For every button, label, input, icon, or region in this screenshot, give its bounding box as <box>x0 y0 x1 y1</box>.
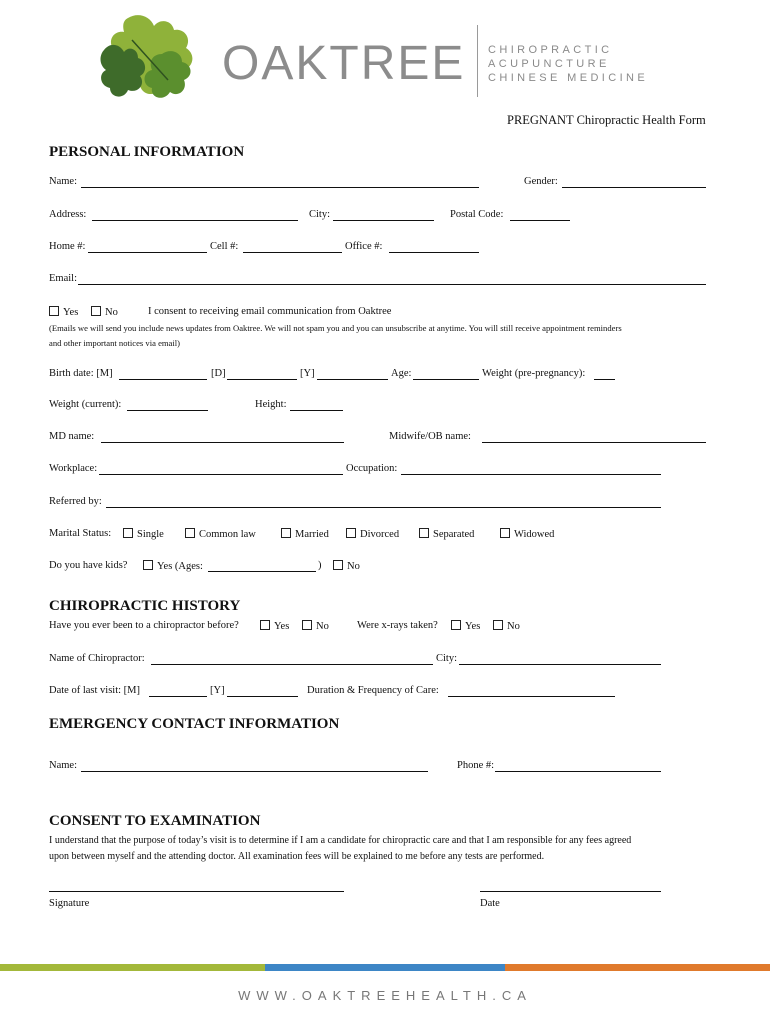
duration-field[interactable] <box>448 696 615 697</box>
email-consent-yes[interactable]: Yes <box>49 306 78 319</box>
tagline-line-3: CHINESE MEDICINE <box>488 72 649 84</box>
xrays-no[interactable]: No <box>493 620 520 633</box>
last-visit-year-label: [Y] <box>210 685 225 696</box>
cell-phone-field[interactable] <box>243 252 342 253</box>
section-personal-heading: PERSONAL INFORMATION <box>49 144 245 160</box>
cell-phone-label: Cell #: <box>210 241 239 252</box>
kids-yes[interactable]: Yes (Ages: <box>143 560 203 573</box>
checkbox-icon[interactable] <box>143 560 153 570</box>
checkbox-icon[interactable] <box>260 620 270 630</box>
md-name-field[interactable] <box>101 442 344 443</box>
email-field[interactable] <box>78 284 706 285</box>
marital-divorced[interactable]: Divorced <box>346 528 399 541</box>
section-emergency-heading: EMERGENCY CONTACT INFORMATION <box>49 716 340 732</box>
consent-text-line-2: upon between myself and the attending doctor. All examination fees will be explained to me before any tests are performed. <box>49 851 545 862</box>
height-field[interactable] <box>290 410 343 411</box>
footer-stripe-blue <box>265 964 505 971</box>
been-to-chiro-no[interactable]: No <box>302 620 329 633</box>
weight-current-field[interactable] <box>127 410 208 411</box>
address-label: Address: <box>49 209 87 220</box>
checkbox-icon[interactable] <box>493 620 503 630</box>
emergency-phone-label: Phone #: <box>457 760 495 771</box>
section-consent-heading: CONSENT TO EXAMINATION <box>49 813 261 829</box>
occupation-field[interactable] <box>401 474 661 475</box>
checkbox-icon[interactable] <box>281 528 291 538</box>
checkbox-icon[interactable] <box>451 620 461 630</box>
weight-pre-field[interactable] <box>594 379 615 380</box>
last-visit-year-field[interactable] <box>227 696 298 697</box>
emergency-name-field[interactable] <box>81 771 428 772</box>
checkbox-icon[interactable] <box>333 560 343 570</box>
marital-single[interactable]: Single <box>123 528 164 541</box>
section-chiro-heading: CHIROPRACTIC HISTORY <box>49 598 241 614</box>
xrays-label: Were x-rays taken? <box>357 620 438 631</box>
weight-pre-label: Weight (pre-pregnancy): <box>482 368 586 379</box>
been-to-chiro-yes[interactable]: Yes <box>260 620 289 633</box>
midwife-label: Midwife/OB name: <box>389 431 471 442</box>
birth-day-label: [D] <box>211 368 226 379</box>
brand-name: OAKTREE <box>222 37 466 90</box>
chiro-city-label: City: <box>436 653 458 664</box>
kids-ages-close: ) <box>318 560 322 571</box>
gender-field[interactable] <box>562 187 706 188</box>
checkbox-icon[interactable] <box>500 528 510 538</box>
address-field[interactable] <box>92 220 298 221</box>
checkbox-icon[interactable] <box>185 528 195 538</box>
kids-label: Do you have kids? <box>49 560 128 571</box>
name-field[interactable] <box>81 187 479 188</box>
office-phone-label: Office #: <box>345 241 383 252</box>
email-note-line-2: and other important notices via email) <box>49 338 181 348</box>
birth-month-field[interactable] <box>119 379 207 380</box>
marital-label: Marital Status: <box>49 528 112 539</box>
referred-field[interactable] <box>106 507 661 508</box>
weight-current-label: Weight (current): <box>49 399 122 410</box>
email-label: Email: <box>49 273 77 284</box>
age-field[interactable] <box>413 379 479 380</box>
date-label: Date <box>480 898 500 909</box>
footer-stripe-orange <box>505 964 770 971</box>
birth-month-label: Birth date: [M] <box>49 368 113 379</box>
marital-common-law[interactable]: Common law <box>185 528 256 541</box>
email-note-line-1: (Emails we will send you include news updates from Oaktree. We will not spam you and you can unsubscribe at anytime. You will still receive appointment reminders <box>49 323 622 333</box>
footer-website[interactable]: WWW.OAKTREEHEALTH.CA <box>238 988 532 1003</box>
marital-widowed[interactable]: Widowed <box>500 528 554 541</box>
occupation-label: Occupation: <box>346 463 398 474</box>
form-title: PREGNANT Chiropractic Health Form <box>507 113 706 127</box>
emergency-name-label: Name: <box>49 760 77 771</box>
workplace-field[interactable] <box>99 474 343 475</box>
checkbox-icon[interactable] <box>346 528 356 538</box>
md-name-label: MD name: <box>49 431 95 442</box>
last-visit-month-label: Date of last visit: [M] <box>49 685 140 696</box>
tagline-line-1: CHIROPRACTIC <box>488 44 613 56</box>
oak-leaf-logo <box>98 10 210 110</box>
chiro-city-field[interactable] <box>459 664 661 665</box>
email-consent-text: I consent to receiving email communication from Oaktree <box>148 306 392 317</box>
kids-ages-field[interactable] <box>208 571 316 572</box>
signature-field[interactable] <box>49 891 344 892</box>
xrays-yes[interactable]: Yes <box>451 620 480 633</box>
office-phone-field[interactable] <box>389 252 479 253</box>
birth-day-field[interactable] <box>227 379 297 380</box>
referred-label: Referred by: <box>49 496 102 507</box>
marital-married[interactable]: Married <box>281 528 329 541</box>
consent-text-line-1: I understand that the purpose of today’s visit is to determine if I am a candidate for chiropractic care and that I am responsible for any fees agreed <box>49 835 632 846</box>
brand-divider <box>477 25 478 97</box>
checkbox-icon[interactable] <box>91 306 101 316</box>
height-label: Height: <box>255 399 287 410</box>
home-phone-field[interactable] <box>88 252 207 253</box>
postal-label: Postal Code: <box>450 209 504 220</box>
last-visit-month-field[interactable] <box>149 696 207 697</box>
been-to-chiro-label: Have you ever been to a chiropractor before? <box>49 620 239 631</box>
date-field[interactable] <box>480 891 661 892</box>
checkbox-icon[interactable] <box>49 306 59 316</box>
email-consent-no[interactable]: No <box>91 306 118 319</box>
marital-separated[interactable]: Separated <box>419 528 474 541</box>
home-phone-label: Home #: <box>49 241 86 252</box>
city-field[interactable] <box>333 220 434 221</box>
kids-no[interactable]: No <box>333 560 360 573</box>
city-label: City: <box>309 209 331 220</box>
duration-label: Duration & Frequency of Care: <box>307 685 439 696</box>
chiro-name-field[interactable] <box>151 664 433 665</box>
tagline-line-2: ACUPUNCTURE <box>488 58 610 70</box>
birth-year-field[interactable] <box>317 379 388 380</box>
checkbox-icon[interactable] <box>123 528 133 538</box>
checkbox-icon[interactable] <box>419 528 429 538</box>
checkbox-icon[interactable] <box>302 620 312 630</box>
postal-field[interactable] <box>510 220 570 221</box>
chiro-name-label: Name of Chiropractor: <box>49 653 145 664</box>
gender-label: Gender: <box>524 176 558 187</box>
age-label: Age: <box>391 368 412 379</box>
footer-stripe-green <box>0 964 265 971</box>
name-label: Name: <box>49 176 77 187</box>
birth-year-label: [Y] <box>300 368 315 379</box>
midwife-field[interactable] <box>482 442 706 443</box>
emergency-phone-field[interactable] <box>495 771 661 772</box>
signature-label: Signature <box>49 898 90 909</box>
workplace-label: Workplace: <box>49 463 98 474</box>
